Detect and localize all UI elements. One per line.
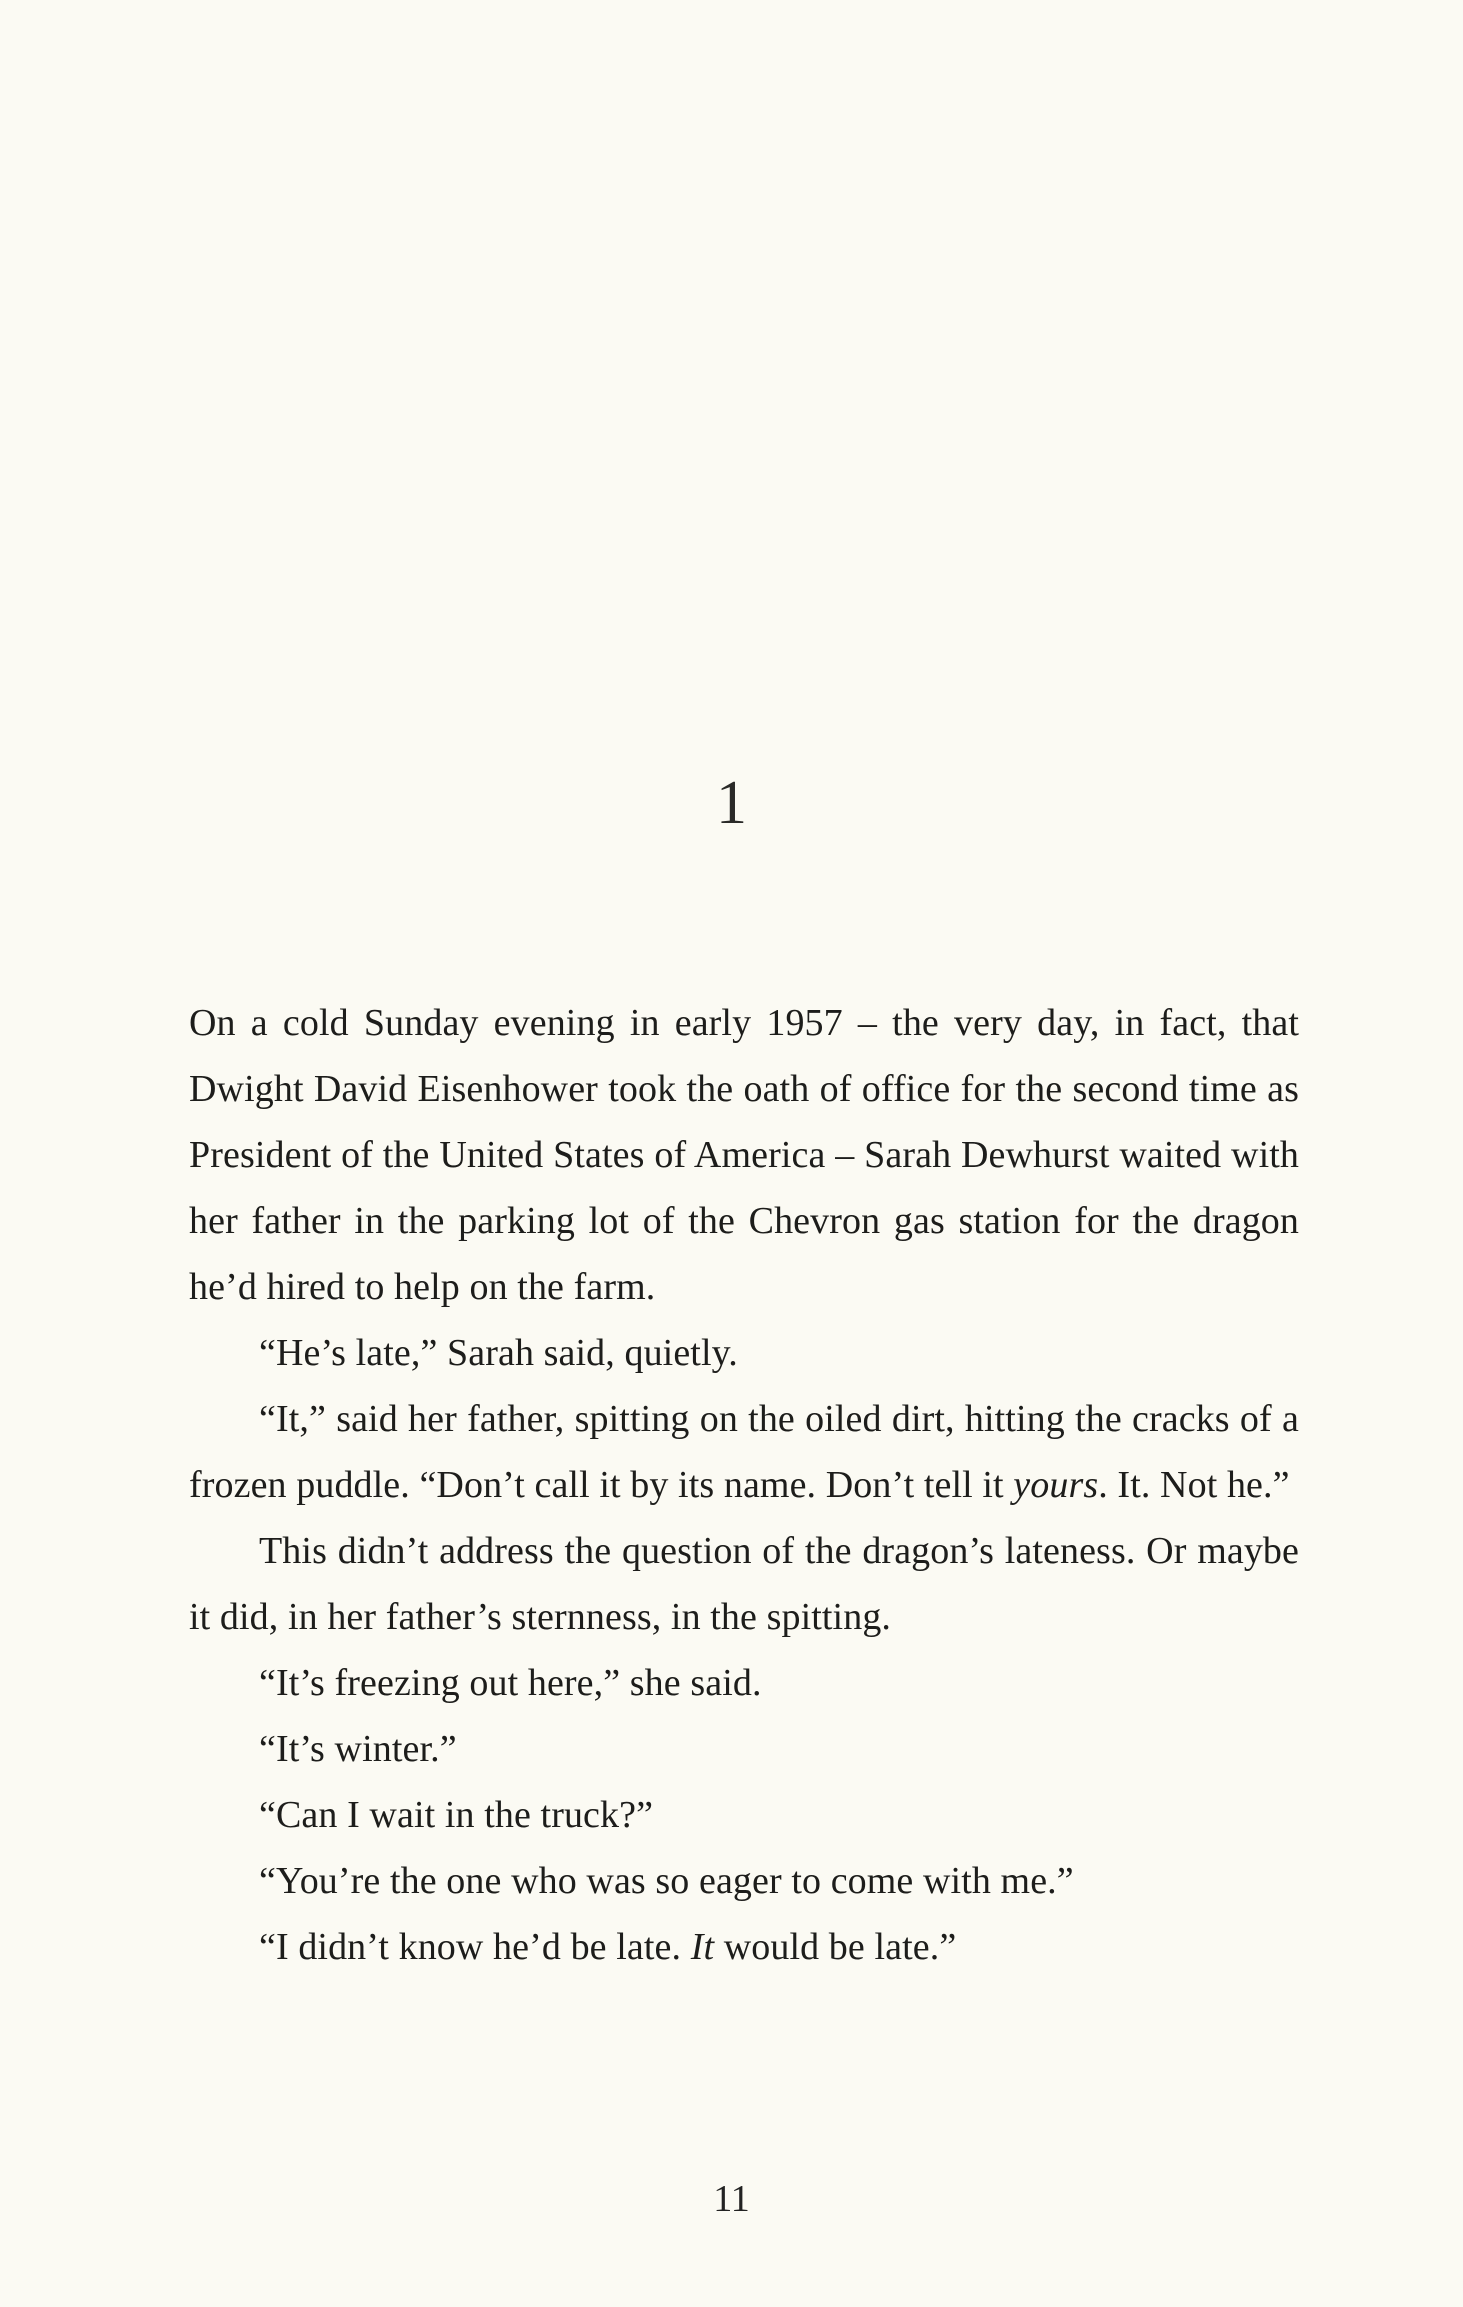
paragraph bbox=[189, 1914, 1299, 1980]
chapter-body bbox=[189, 990, 1299, 1980]
paragraph bbox=[189, 1320, 1299, 1386]
paragraph bbox=[189, 1716, 1299, 1782]
text-segment: “Can I wait in the truck?” bbox=[259, 1794, 654, 1836]
text-segment: On a cold Sunday evening in early 1957 – the very day, in fact, that Dwight David Eisenhower took the oath of office for the second time as President of the United States of America – Sarah Dewhurst waited with her father in the parking lot of the Chevron gas station for the dragon he’d hired to help on the farm. bbox=[189, 1002, 1299, 1308]
text-segment: “It,” said her father, spitting on the oiled dirt, hitting the cracks of a frozen puddle. “Don’t call it by its name. Don’t tell it bbox=[189, 1398, 1299, 1506]
paragraph bbox=[189, 1650, 1299, 1716]
text-segment: “It’s freezing out here,” she said. bbox=[259, 1662, 762, 1704]
paragraph bbox=[189, 1518, 1299, 1650]
paragraph bbox=[189, 1386, 1299, 1518]
text-segment: “It’s winter.” bbox=[259, 1728, 457, 1770]
text-segment: “I didn’t know he’d be late. bbox=[259, 1926, 691, 1968]
text-segment: “You’re the one who was so eager to come with me.” bbox=[259, 1860, 1074, 1902]
paragraph bbox=[189, 1782, 1299, 1848]
text-segment: . It. Not he.” bbox=[1098, 1464, 1290, 1506]
text-segment: would be late.” bbox=[714, 1926, 957, 1968]
page-number: 11 bbox=[713, 2178, 750, 2220]
emphasized-text: yours bbox=[1013, 1464, 1099, 1506]
emphasized-text: It bbox=[690, 1926, 715, 1968]
text-segment: “He’s late,” Sarah said, quietly. bbox=[259, 1332, 738, 1374]
chapter-number: 1 bbox=[716, 769, 747, 837]
text-segment: This didn’t address the question of the dragon’s lateness. Or maybe it did, in her father’s sternness, in the spitting. bbox=[189, 1530, 1299, 1638]
paragraph bbox=[189, 990, 1299, 1320]
paragraph bbox=[189, 1848, 1299, 1914]
